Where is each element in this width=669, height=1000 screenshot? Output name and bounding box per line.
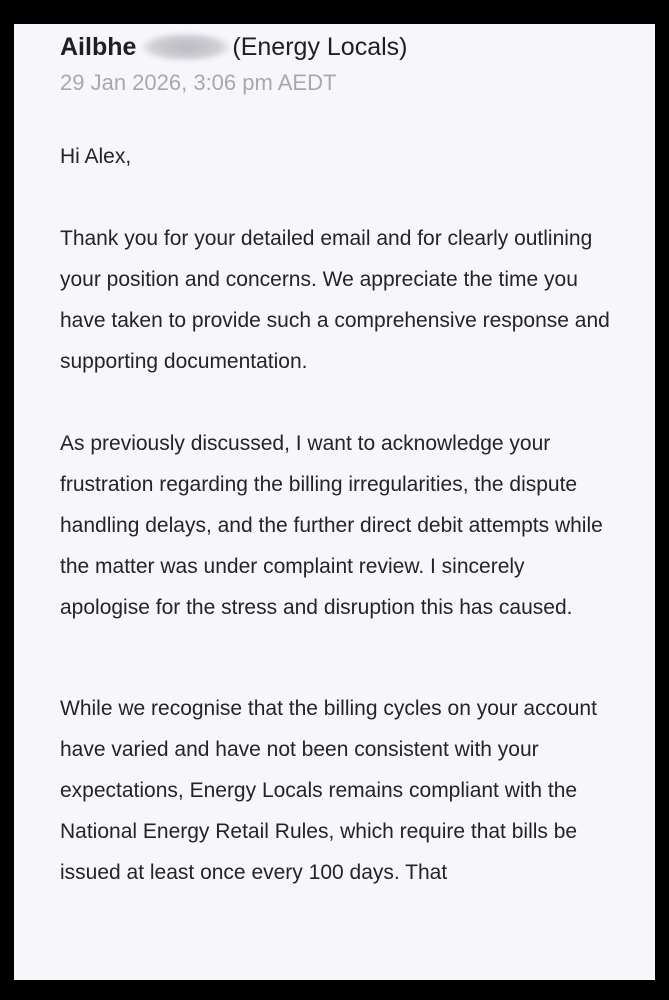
sender-first-name: Ailbhe: [60, 33, 137, 61]
status-bar: [0, 0, 669, 24]
sender-organization: (Energy Locals): [232, 33, 408, 61]
email-body: [60, 136, 620, 893]
email-message: [14, 24, 655, 980]
redacted-surname: [142, 33, 230, 61]
email-paragraph: Thank you for your detailed email and for clearly outlining your position and concerns. We appreciate the time you have taken to provide such a comprehensive response and supporting documentation.: [60, 227, 610, 373]
navigation-bar: [0, 980, 669, 1000]
email-timestamp: 29 Jan 2026, 3:06 pm AEDT: [60, 70, 337, 95]
email-paragraph: As previously discussed, I want to acknowledge your frustration regarding the billing irregularities, the dispute handling delays, and the further direct debit attempts while the matter was under complaint review. I sincerely apologise for the stress and disruption this has caused.: [60, 432, 603, 619]
sender-name[interactable]: [60, 30, 407, 64]
email-greeting: Hi Alex,: [60, 145, 132, 168]
email-paragraph: While we recognise that the billing cycles on your account have varied and have not been consistent with your expectations, Energy Locals remains compliant with the National Energy Retail Rules, which require that bills be issued at least once every 100 days. That: [60, 697, 597, 884]
